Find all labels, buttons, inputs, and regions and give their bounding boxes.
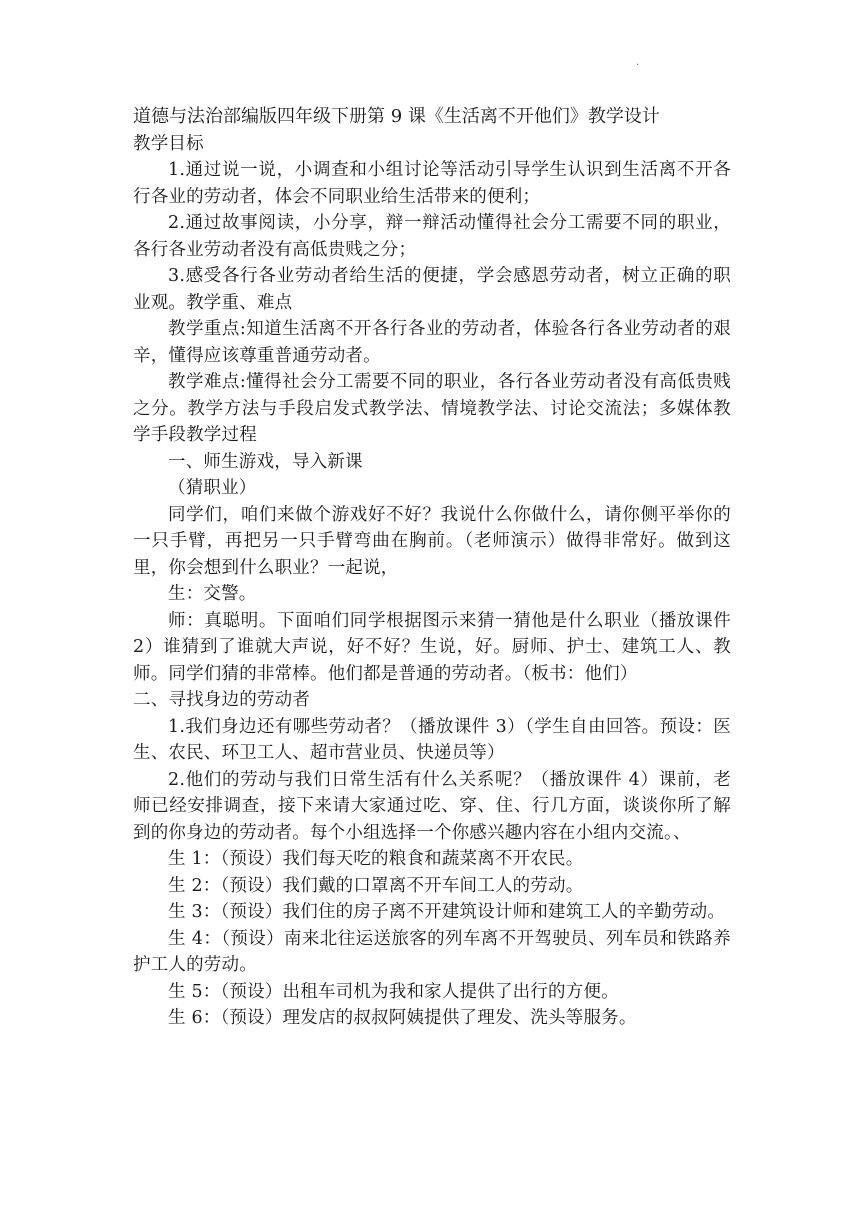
paragraph: 生 2：（预设）我们戴的口罩离不开车间工人的劳动。 <box>168 875 584 896</box>
paragraph: 教学难点:懂得社会分工需要不同的职业，各行各业劳动者没有高低贵贱之分。教学方法与手段启发式教学法、情境教学法、讨论交流法；多媒体教学手段教学过程 <box>133 372 731 445</box>
paragraph: 师：真聪明。下面咱们同学根据图示来猜一猜他是什么职业（播放课件 2）谁猜到了谁就大声说，好不好？生说，好。厨师、护士、建筑工人、教师。同学们猜的非常棒。他们都是普通的劳动者。（板书：他们） <box>133 610 731 684</box>
document-title: 道德与法治部编版四年级下册第 9 课《生活离不开他们》教学设计 <box>133 106 660 127</box>
paragraph: 2.通过故事阅读，小分享，辩一辩活动懂得社会分工需要不同的职业，各行各业劳动者没有高低贵贱之分； <box>133 213 731 260</box>
paragraph: 生 5：（预设）出租车司机为我和家人提供了出行的方便。 <box>168 981 619 1002</box>
paragraph: 3.感受各行各业劳动者给生活的便捷，学会感恩劳动者，树立正确的职业观。教学重、难点 <box>133 266 731 313</box>
paragraph: 一、师生游戏，导入新课 <box>168 451 363 472</box>
paragraph: 教学重点:知道生活离不开各行各业的劳动者，体验各行各业劳动者的艰辛，懂得应该尊重普通劳动者。 <box>133 319 731 366</box>
paragraph: 生 6：（预设）理发店的叔叔阿姨提供了理发、洗头等服务。 <box>168 1008 637 1028</box>
paragraph: 同学们，咱们来做个游戏好不好？我说什么你做什么，请你侧平举你的一只手臂，再把另一只手臂弯曲在胸前。（老师演示）做得非常好。做到这里，你会想到什么职业？一起说， <box>133 504 731 578</box>
paragraph: 1.我们身边还有哪些劳动者？（播放课件 3）（学生自由回答。预设：医生、农民、环卫工人、超市营业员、快递员等） <box>133 716 731 763</box>
paragraph: 生 3：（预设）我们住的房子离不开建筑设计师和建筑工人的辛勤劳动。 <box>168 902 726 922</box>
paragraph: 二、寻找身边的劳动者 <box>133 690 310 710</box>
page-marker: . <box>636 57 640 68</box>
paragraph: 教学目标 <box>133 133 204 154</box>
paragraph: 生 1：（预设）我们每天吃的粮食和蔬菜离不开农民。 <box>168 849 584 869</box>
paragraph: 生 4：（预设）南来北往运送旅客的列车离不开驾驶员、列车员和铁路养护工人的劳动。 <box>133 928 731 975</box>
paragraph: （猜职业） <box>168 478 257 498</box>
paragraph: 1.通过说一说，小调查和小组讨论等活动引导学生认识到生活离不开各行各业的劳动者，体会不同职业给生活带来的便利； <box>133 160 731 207</box>
paragraph: 2.他们的劳动与我们日常生活有什么关系呢？（播放课件 4）课前，老师已经安排调查，接下来请大家通过吃、穿、住、行几方面，谈谈你所了解到的你身边的劳动者。每个小组选择一个你感兴趣内容在小组内交流。、 <box>133 769 731 843</box>
document-body <box>133 104 731 1032</box>
paragraph-list <box>133 131 731 1032</box>
paragraph: 生：交警。 <box>168 584 257 604</box>
